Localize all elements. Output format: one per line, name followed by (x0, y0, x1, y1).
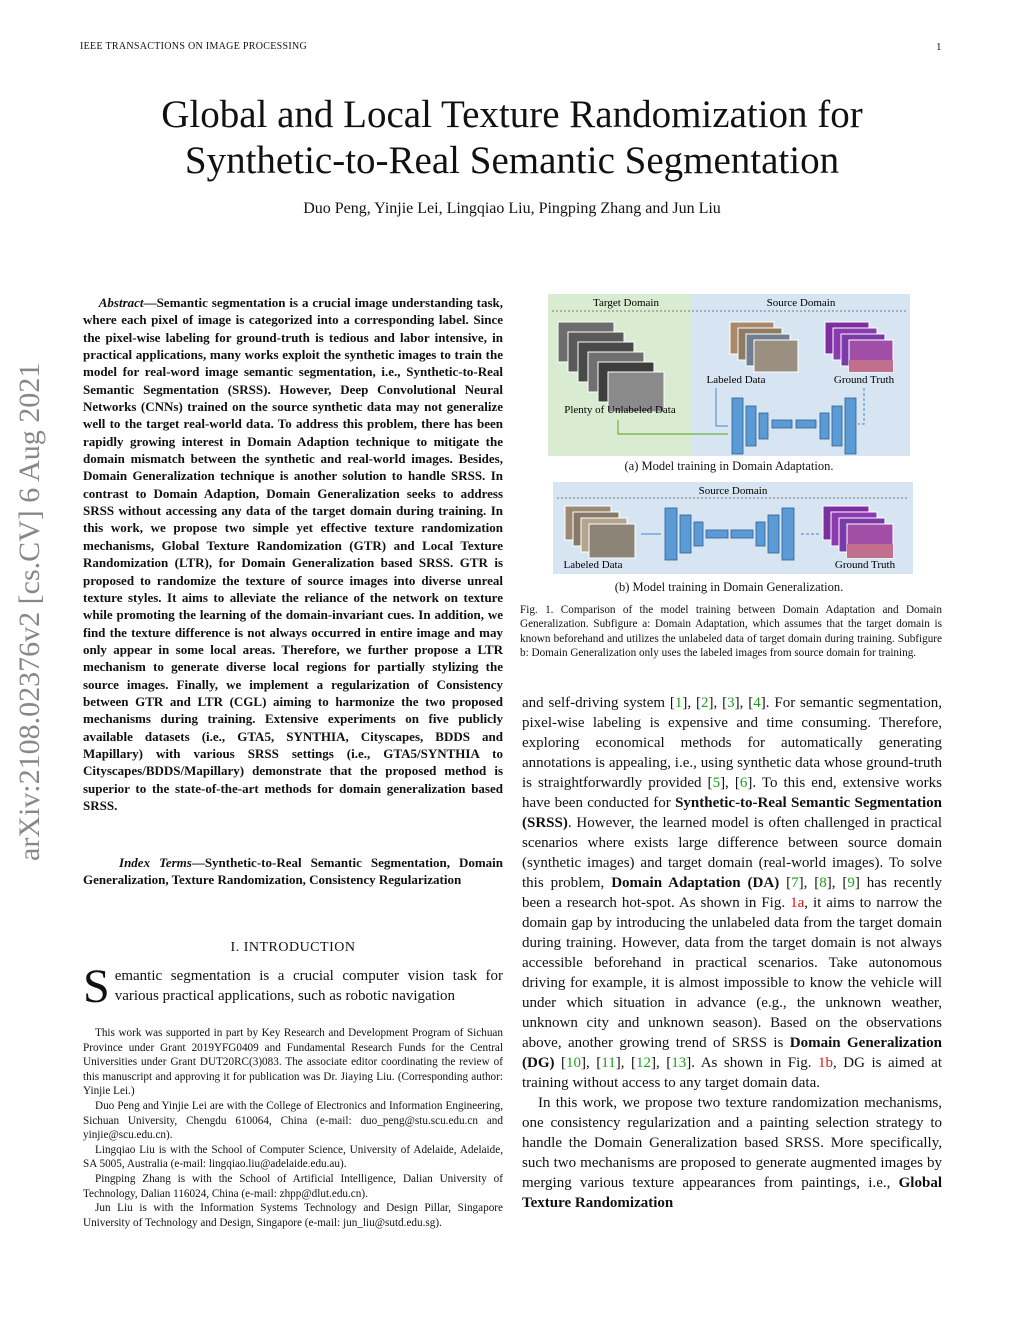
text-run: In this work, we propose two texture randomization mechanisms, one consistency regularization and a painting selection strategy to handle the Domain Generalization based SRSS. More specifically, such two mechanisms are proposed to generate augmented images by merging various texture appearances from paintings, i.e., (522, 1095, 942, 1191)
b-ground-truth-label: Ground Truth (834, 559, 896, 571)
text-run: has recently been a research hot-spot. As shown in Fig. (522, 875, 942, 911)
citation-link[interactable]: 1 (674, 695, 683, 711)
method-paragraph (522, 1093, 942, 1213)
section-heading-introduction: I. INTRODUCTION (230, 940, 356, 955)
a-target-domain-label: Target Domain (593, 297, 659, 309)
citation-link[interactable]: 11 (601, 1055, 616, 1071)
a-unlabeled-label: Plenty of Unlabeled Data (564, 404, 676, 416)
bold-term-da: Domain Adaptation (DA) (611, 875, 780, 891)
citation-link[interactable]: 8 (819, 875, 827, 891)
figure-1b-diagram (553, 482, 913, 574)
abstract (83, 294, 503, 814)
abstract-text: —Semantic segmentation is a crucial image understanding task, where each pixel of image is categorized into a corresponding label. Since the pixel-wise labeling for ground-truth is tedious and labor intensive, in practical applications, many works exploit the synthetic images to train the model for real-word image semantic segmentation, i.e., Synthetic-to-Real Semantic Segmentation (SRSS). However, Deep Convolutional Neural Networks (CNNs) trained on the source synthetic data may not generalize well to the target real-world data. To address this problem, there has been rapidly growing interest in Domain Adaption technique to mitigate the domain mismatch between the synthetic and real-world images. Besides, Domain Generalization technique is another solution to handle SRSS. In contrast to Domain Adaption, Domain Generalization seeks to address SRSS without accessing any data of the target domain during training. In this work, we propose two simple yet effective texture randomization mechanisms, Global Texture Randomization (GTR) and Local Texture Randomization (LTR), for Domain Generalization based SRSS. GTR is proposed to randomize the texture of source images into diverse unreal texture styles. It aims to alleviate the reliance of the network on texture while promoting the learning of the domain-invariant cues. In addition, we find the texture difference is not always occurred in entire image and may only appear in some local areas. Therefore, we further propose a LTR mechanism to generate diverse local regions for partially stylizing the source images. Finally, we implement a regularization of Consistency between GTR and LTR (CGL) aiming to harmonize the two proposed mechanisms during training. Extensive experiments on five publicly available datasets (i.e., GTA5, SYNTHIA, Cityscapes, BDDS and Mapillary) with various SRSS settings (i.e., GTA5/SYNTHIA to Cityscapes/BDDS/Mapillary) demonstrate that the proposed method is superior to the state-of-the-art methods for domain generalization based SRSS. (83, 295, 503, 813)
citation-link[interactable]: 3 (727, 695, 735, 711)
abstract-label: Abstract (98, 295, 144, 310)
text-run: ]. For semantic segmentation, pixel-wise labeling is expensive and time consuming. Therefore, exploring economical methods for automatically generating annotations is appealing, i.e., using synthetic data whose ground-truth is straightforwardly provided [ (522, 695, 942, 791)
citation-link[interactable]: 5 (712, 775, 721, 791)
a-labeled-data-label: Labeled Data (706, 374, 766, 386)
text-run: , DG is aimed at training without access to any target domain data. (522, 1055, 942, 1091)
paper-title (60, 92, 964, 184)
footnote-affiliation-1: Duo Peng and Yinjie Lei are with the College of Electronics and Information Engineering, Sichuan University, Chengdu 610064, China (e-mail: duo_peng@stu.scu.edu.cn and yinjie@scu.edu.cn). (83, 1099, 503, 1142)
citation-link[interactable]: 4 (753, 695, 761, 711)
citation-link[interactable]: 13 (671, 1055, 687, 1071)
bold-term-dg: Domain Generalization (DG) (522, 1035, 942, 1071)
citation-link[interactable]: 9 (847, 875, 855, 891)
arxiv-stamp: arXiv:2108.02376v2 [cs.CV] 6 Aug 2021 (13, 362, 46, 861)
footnotes (83, 1026, 503, 1230)
b-labeled-data-label: Labeled Data (563, 559, 623, 571)
footnote-affiliation-2: Lingqiao Liu is with the School of Computer Science, University of Adelaide, Adelaide, SA 5005, Australia (e-mail: lingqiao.liu@adelaide.edu.au). (83, 1143, 503, 1171)
footnote-affiliation-4: Jun Liu is with the Information Systems Technology and Design Pillar, Singapore University of Technology and Design, Singapore (e-mail: jun_liu@sutd.edu.sg). (83, 1202, 503, 1229)
index-terms (83, 854, 503, 889)
figure-1a-caption: (a) Model training in Domain Adaptation. (624, 459, 834, 473)
index-terms-text: —Synthetic-to-Real Semantic Segmentation, Domain Generalization, Texture Randomization, Consistency Regularization (83, 855, 503, 888)
bold-term-gtr: Global Texture Randomization (522, 1175, 942, 1211)
intro-paragraph-continued: and self-driving system [1], [2], [3], [4]. For semantic segmentation, pixel-wise labeling is expensive and time consuming. Therefore, exploring economical methods for automatically generating annotations is appealing, i.e., using synthetic data whose ground-truth is straightforwardly provided [5], [6]. To this end, extensive works have been conducted for Synthetic-to-Real Semantic Segmentation (SRSS). However, the learned model is often challenged in practical scenarios where exists large difference between source domain (synthetic images) and target domain (real-world images). To solve this problem, Domain Adaptation (DA) [7], [8], [9] has recently been a research hot-spot. As shown in Fig. 1a, it aims to narrow the domain gap by introducing the unlabeled data from the target domain during training. However, data from the target domain is not always accessible beforehand in practical scenarios. Take autonomous driving for example, it is almost impossible to know the vehicle will under which situation in advance (e.g., the unknown weather, unknown city and unknown season). Based on the observations above, another growing trend of SRSS is Domain Generalization (DG) [10], [11], [12], [13]. As shown in Fig. 1b, DG is aimed at training without access to any target domain data. (522, 695, 943, 1091)
figure-1b-caption: (b) Model training in Domain Generalization. (614, 580, 844, 594)
footnote-affiliation-3: Pingping Zhang is with the School of Artificial Intelligence, Dalian University of Technology, Dalian 116024, China (e-mail: zhpp@dlut.edu.cn). (83, 1172, 503, 1200)
text-run: and self-driving system [ (522, 695, 675, 711)
a-ground-truth-label: Ground Truth (833, 374, 895, 386)
intro-paragraph (83, 960, 503, 1013)
a-source-domain-label: Source Domain (766, 297, 836, 309)
drop-cap: S (83, 960, 110, 1013)
b-source-domain-label: Source Domain (698, 485, 768, 497)
title-line-2: Synthetic-to-Real Semantic Segmentation (184, 139, 840, 182)
index-terms-label: Index Terms (119, 855, 192, 870)
figure-1-caption: Fig. 1. Comparison of the model training between Domain Adaptation and Domain Generalization. Subfigure a: Domain Adaptation, which assumes that the target domain is known beforehand and utilizes the unlabeled data of target domain during training. Subfigure b: Domain Generalization only uses the labeled images from source domain for training. (520, 604, 942, 660)
citation-link[interactable]: 6 (739, 775, 748, 791)
text-run: . As shown in Fig. (691, 1055, 819, 1071)
figure-link[interactable]: 1b (818, 1055, 834, 1071)
footnote-funding: This work was supported in part by Key Research and Development Program of Sichuan Province under Grant 2019YFG0409 and Fundamental Research Funds for the Central Universities under Grant DUT20RC(3)083. The associate editor coordinating the review of this manuscript and approving it for publication was Dr. Jiaying Liu. (Corresponding author: Yinjie Lei.) (83, 1027, 503, 1098)
citation-link[interactable]: 2 (701, 695, 709, 711)
text-run: , it aims to narrow the domain gap by introducing the unlabeled data from the target domain during training. However, data from the target domain is not always accessible beforehand in practical scenarios. Take autonomous driving for example, it is almost impossible to know the vehicle will under which situation in advance (e.g., the unknown weather, unknown city and unknown season). Based on the observations above, another growing trend of SRSS is (522, 895, 942, 1051)
page-number: 1 (936, 41, 942, 53)
citation-link[interactable]: 10 (566, 1055, 582, 1071)
figure-1a-diagram (548, 294, 910, 456)
text-run: . However, the learned model is often challenged in practical scenarios where exists large difference between source domain (synthetic images) and target domain (real-world images). To solve this problem, (522, 815, 942, 891)
text-run: ]. To this end, extensive works have been conducted for (522, 775, 942, 811)
right-column-text (522, 693, 942, 1213)
figure-link[interactable]: 1a (790, 895, 805, 911)
intro-text: emantic segmentation is a crucial computer vision task for various practical applications, such as robotic navigation (114, 968, 503, 1004)
bold-term-srss: Synthetic-to-Real Semantic Segmentation (SRSS) (522, 795, 943, 831)
title-line-1: Global and Local Texture Randomization for (161, 93, 863, 136)
citation-link[interactable]: 12 (636, 1055, 651, 1071)
author-list: Duo Peng, Yinjie Lei, Lingqiao Liu, Pingping Zhang and Jun Liu (303, 200, 721, 217)
running-header: IEEE TRANSACTIONS ON IMAGE PROCESSING (80, 41, 308, 52)
citation-link[interactable]: 7 (791, 875, 799, 891)
